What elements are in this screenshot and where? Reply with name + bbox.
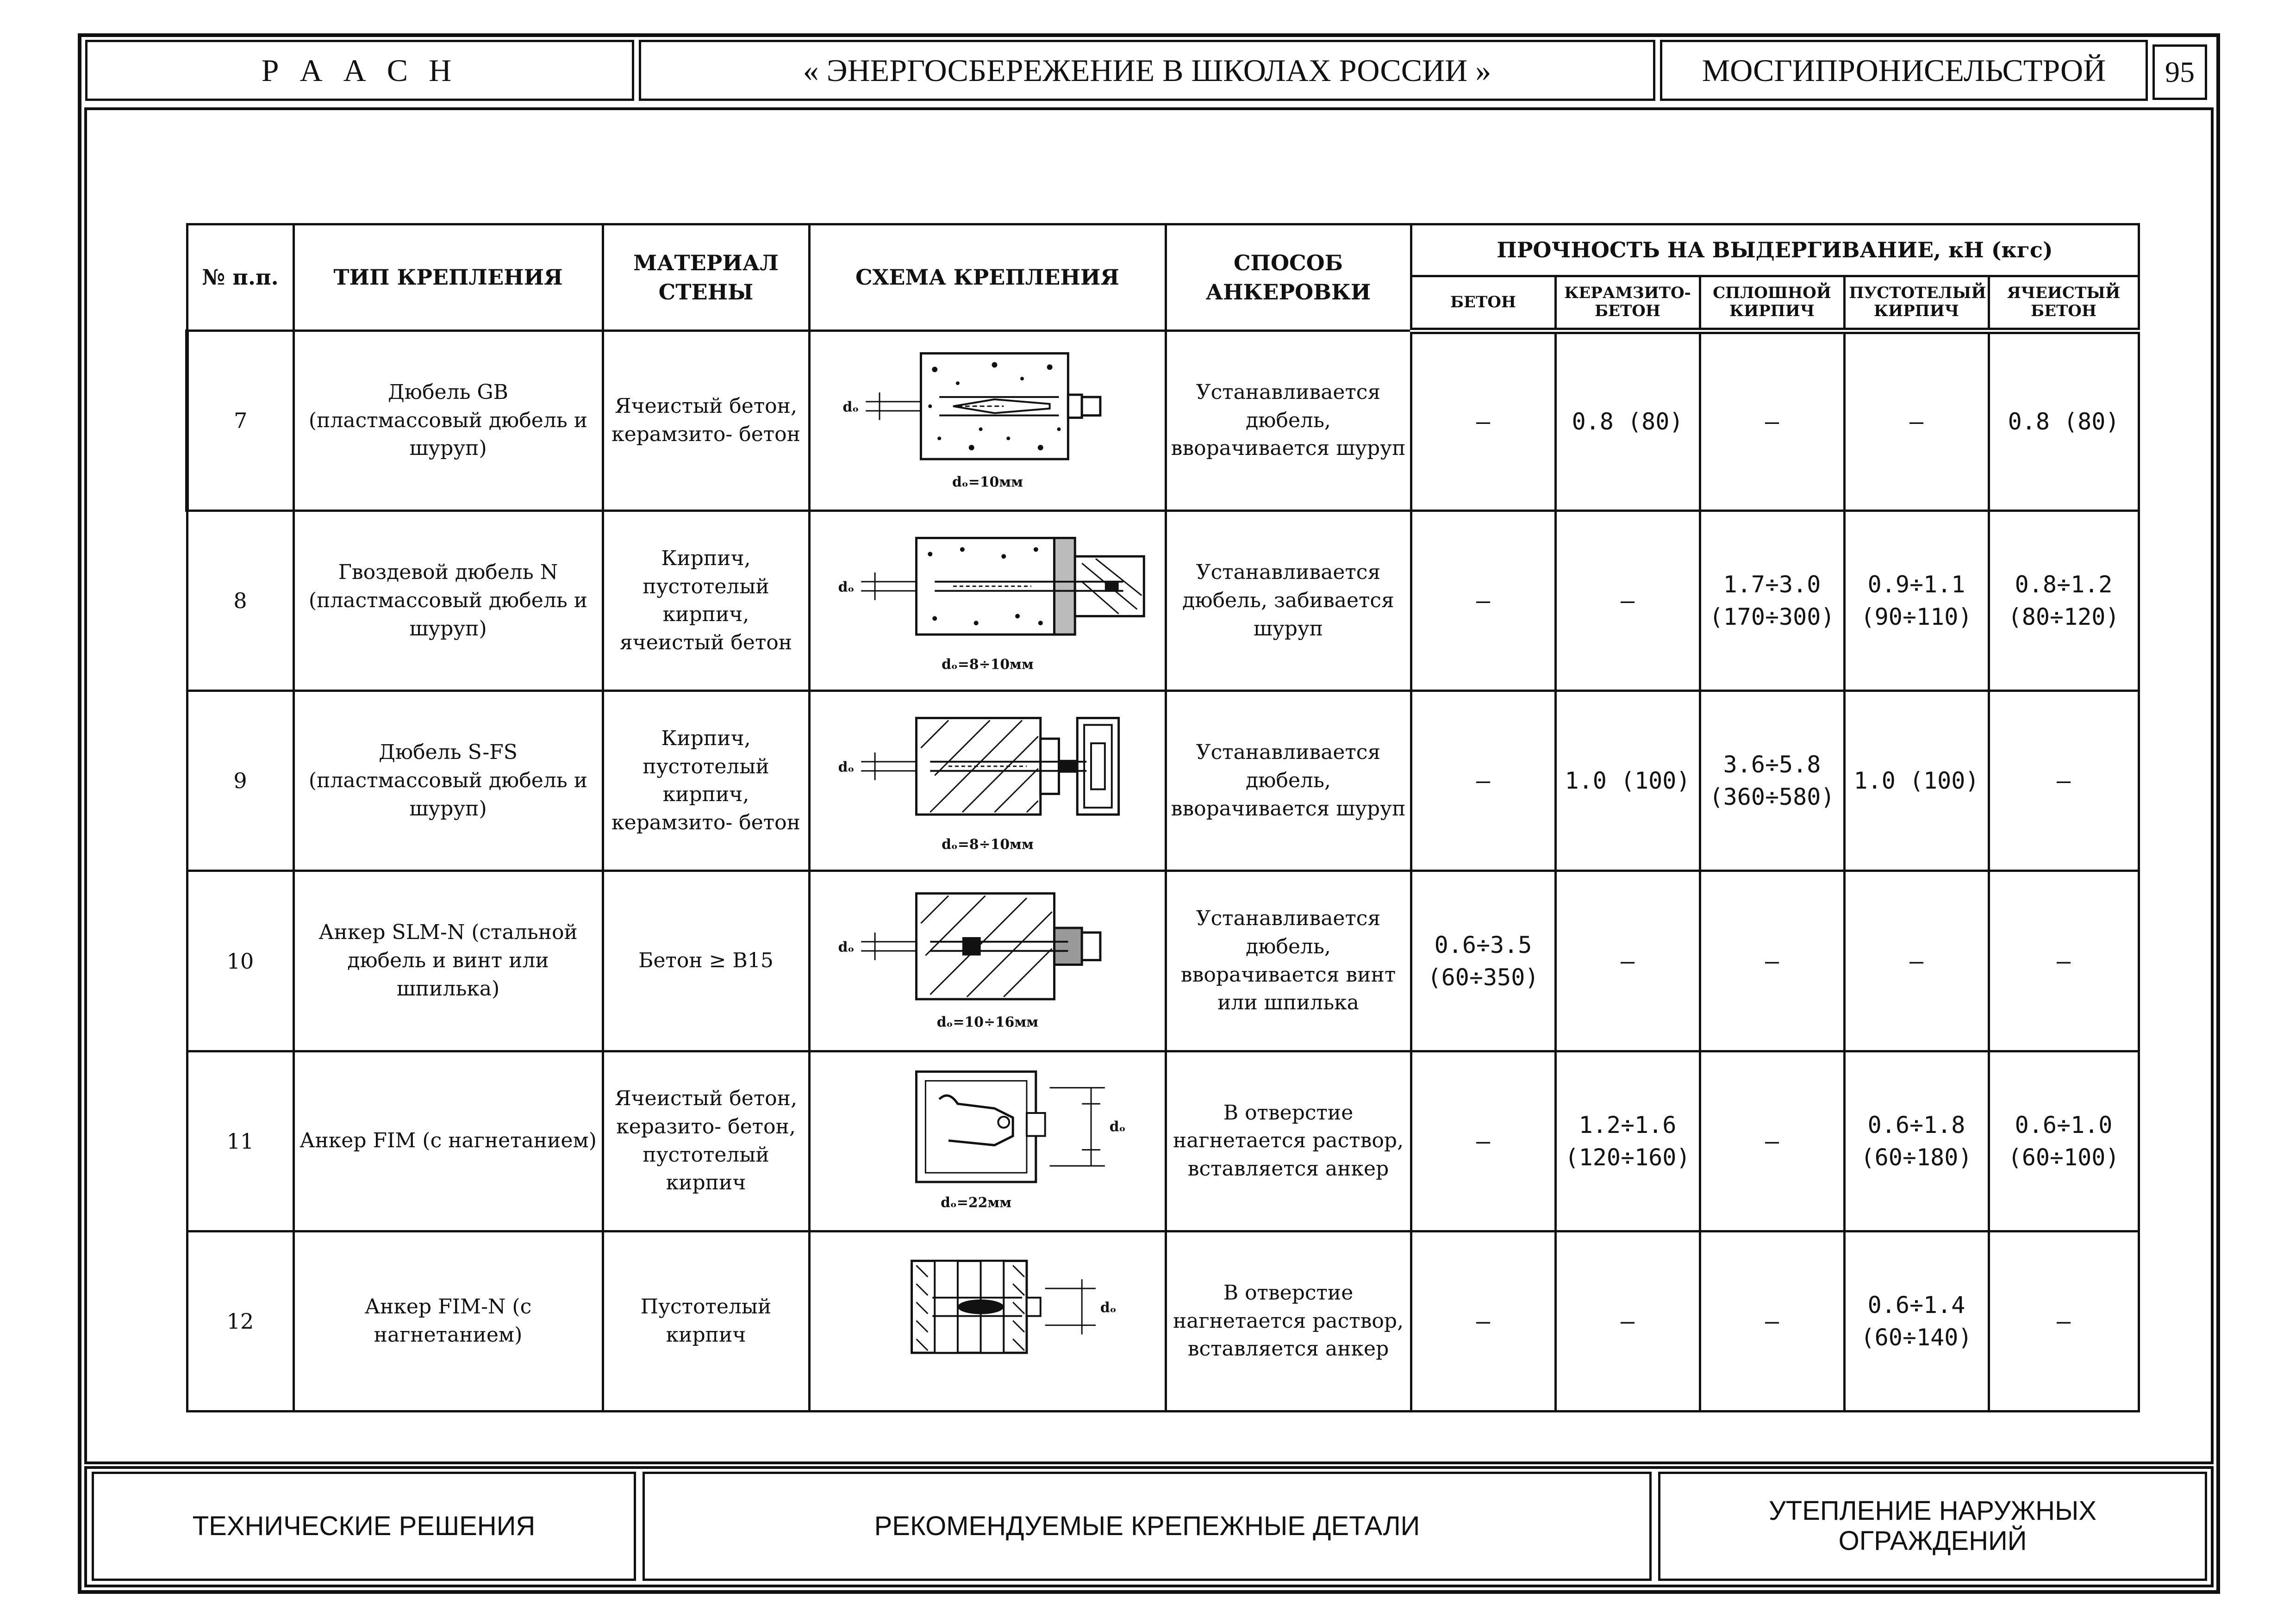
- value-solid-brick: –: [1700, 1231, 1844, 1411]
- col-hollow-brick: ПУСТОТЕЛЫЙ КИРПИЧ: [1844, 276, 1989, 331]
- value-cellular-concrete: 0.6÷1.0 (60÷100): [1989, 1051, 2139, 1231]
- value-concrete: –: [1411, 511, 1555, 691]
- row-type: Гвоздевой дюбель N (пластмассовый дюбель и шуруп): [293, 511, 603, 691]
- scheme-label: dₒ=22мм: [940, 1194, 1011, 1211]
- scheme-label: dₒ=8÷10мм: [941, 836, 1034, 853]
- header-org: [85, 40, 634, 101]
- header-title: [639, 40, 1655, 101]
- header-organization-text: МОСГИПРОНИСЕЛЬСТРОЙ: [1702, 52, 2106, 88]
- value-solid-brick: –: [1700, 331, 1844, 511]
- table-row: [187, 871, 2139, 1051]
- scheme-d-label: dₒ: [1100, 1300, 1117, 1316]
- header-org-text: Р А А С Н: [261, 52, 458, 88]
- col-num: № п.п.: [187, 224, 293, 331]
- value-keramzit: 1.2÷1.6 (120÷160): [1555, 1051, 1700, 1231]
- value-concrete: –: [1411, 1051, 1555, 1231]
- value-solid-brick: 3.6÷5.8 (360÷580): [1700, 691, 1844, 871]
- row-material: Ячеистый бетон, керазито- бетон, пустотелый кирпич: [603, 1051, 809, 1231]
- scheme-fim-n-anchor: [811, 1232, 1165, 1410]
- row-num: 7: [187, 331, 293, 511]
- value-solid-brick: –: [1700, 1051, 1844, 1231]
- scheme-slm-anchor: [811, 872, 1165, 1050]
- row-material: Пустотелый кирпич: [603, 1231, 809, 1411]
- value-cellular-concrete: –: [1989, 1231, 2139, 1411]
- value-hollow-brick: –: [1844, 331, 1989, 511]
- row-method: Устанавливается дюбель, забивается шуруп: [1166, 511, 1411, 691]
- value-hollow-brick: 1.0 (100): [1844, 691, 1989, 871]
- scheme-d-label: dₒ: [1109, 1119, 1126, 1135]
- row-scheme: [809, 1051, 1166, 1231]
- row-material: Кирпич, пустотелый кирпич, ячеистый бетон: [603, 511, 809, 691]
- row-method: В отверстие нагнетается раствор, вставляется анкер: [1166, 1051, 1411, 1231]
- table-row: [187, 1051, 2139, 1231]
- footer-center: [643, 1472, 1652, 1581]
- row-material: Ячеистый бетон, керамзито- бетон: [603, 331, 809, 511]
- table-row: [187, 331, 2139, 511]
- footer-right: [1658, 1472, 2207, 1581]
- scheme-nail-dowel: [811, 512, 1165, 690]
- col-keramzit: КЕРАМЗИТО- БЕТОН: [1555, 276, 1700, 331]
- value-solid-brick: –: [1700, 871, 1844, 1051]
- value-keramzit: –: [1555, 871, 1700, 1051]
- header-organization: [1660, 40, 2148, 101]
- row-num: 8: [187, 511, 293, 691]
- row-method: Устанавливается дюбель, вворачивается шуруп: [1166, 691, 1411, 871]
- value-cellular-concrete: 0.8÷1.2 (80÷120): [1989, 511, 2139, 691]
- scheme-d-label: dₒ: [838, 759, 854, 776]
- value-hollow-brick: 0.6÷1.8 (60÷180): [1844, 1051, 1989, 1231]
- footer-left: [92, 1472, 636, 1581]
- scheme-label: dₒ=10мм: [952, 474, 1023, 491]
- col-concrete: БЕТОН: [1411, 276, 1555, 331]
- scheme-d-label: dₒ: [838, 579, 854, 596]
- value-concrete: –: [1411, 331, 1555, 511]
- col-type: ТИП КРЕПЛЕНИЯ: [293, 224, 603, 331]
- scheme-d-label: dₒ: [838, 939, 854, 956]
- row-scheme: [809, 871, 1166, 1051]
- fasteners-table: [185, 223, 2140, 1412]
- row-material: Кирпич, пустотелый кирпич, керамзито- бетон: [603, 691, 809, 871]
- footer-right-text: УТЕПЛЕНИЕ НАРУЖНЫХ ОГРАЖДЕНИЙ: [1768, 1496, 2097, 1556]
- row-num: 9: [187, 691, 293, 871]
- scheme-fim-anchor: [811, 1052, 1165, 1230]
- row-method: Устанавливается дюбель, вворачивается винт или шпилька: [1166, 871, 1411, 1051]
- value-hollow-brick: 0.6÷1.4 (60÷140): [1844, 1231, 1989, 1411]
- row-type: Дюбель GB (пластмассовый дюбель и шуруп): [293, 331, 603, 511]
- value-keramzit: 1.0 (100): [1555, 691, 1700, 871]
- value-keramzit: 0.8 (80): [1555, 331, 1700, 511]
- row-scheme: [809, 331, 1166, 511]
- value-cellular-concrete: –: [1989, 871, 2139, 1051]
- row-num: 12: [187, 1231, 293, 1411]
- row-method: В отверстие нагнетается раствор, вставляется анкер: [1166, 1231, 1411, 1411]
- value-keramzit: –: [1555, 1231, 1700, 1411]
- table-row: [187, 511, 2139, 691]
- row-material: Бетон ≥ B15: [603, 871, 809, 1051]
- row-scheme: [809, 691, 1166, 871]
- table-row: [187, 1231, 2139, 1411]
- col-cellular-concrete: ЯЧЕИСТЫЙ БЕТОН: [1989, 276, 2139, 331]
- row-num: 11: [187, 1051, 293, 1231]
- row-type: Анкер FIM-N (с нагнетанием): [293, 1231, 603, 1411]
- value-concrete: –: [1411, 691, 1555, 871]
- page-number: [2152, 44, 2207, 100]
- row-type: Анкер SLM-N (стальной дюбель и винт или шпилька): [293, 871, 603, 1051]
- value-concrete: 0.6÷3.5 (60÷350): [1411, 871, 1555, 1051]
- col-solid-brick: СПЛОШНОЙ КИРПИЧ: [1700, 276, 1844, 331]
- value-concrete: –: [1411, 1231, 1555, 1411]
- scheme-sfs-dowel: [811, 692, 1165, 870]
- col-scheme: СХЕМА КРЕПЛЕНИЯ: [809, 224, 1166, 331]
- scheme-label: dₒ=8÷10мм: [941, 656, 1034, 673]
- scheme-d-label: dₒ: [842, 399, 859, 416]
- page-number-text: 95: [2165, 56, 2195, 88]
- scheme-gb-dowel: [811, 332, 1165, 510]
- row-num: 10: [187, 871, 293, 1051]
- footer-center-text: РЕКОМЕНДУЕМЫЕ КРЕПЕЖНЫЕ ДЕТАЛИ: [874, 1511, 1420, 1541]
- value-hollow-brick: –: [1844, 871, 1989, 1051]
- value-keramzit: –: [1555, 511, 1700, 691]
- table-row: [187, 691, 2139, 871]
- row-scheme: [809, 1231, 1166, 1411]
- row-type: Анкер FIM (с нагнетанием): [293, 1051, 603, 1231]
- scheme-label: dₒ=10÷16мм: [936, 1014, 1038, 1031]
- row-method: Устанавливается дюбель, вворачивается шуруп: [1166, 331, 1411, 511]
- row-type: Дюбель S-FS (пластмассовый дюбель и шуруп): [293, 691, 603, 871]
- row-scheme: [809, 511, 1166, 691]
- value-solid-brick: 1.7÷3.0 (170÷300): [1700, 511, 1844, 691]
- footer-left-text: ТЕХНИЧЕСКИЕ РЕШЕНИЯ: [192, 1511, 536, 1541]
- col-strength: ПРОЧНОСТЬ НА ВЫДЕРГИВАНИЕ, кН (кгс): [1411, 224, 2139, 276]
- col-method: СПОСОБ АНКЕРОВКИ: [1166, 224, 1411, 331]
- header-title-text: « ЭНЕРГОСБЕРЕЖЕНИЕ В ШКОЛАХ РОССИИ »: [803, 52, 1491, 88]
- value-hollow-brick: 0.9÷1.1 (90÷110): [1844, 511, 1989, 691]
- value-cellular-concrete: –: [1989, 691, 2139, 871]
- value-cellular-concrete: 0.8 (80): [1989, 331, 2139, 511]
- col-material: МАТЕРИАЛ СТЕНЫ: [603, 224, 809, 331]
